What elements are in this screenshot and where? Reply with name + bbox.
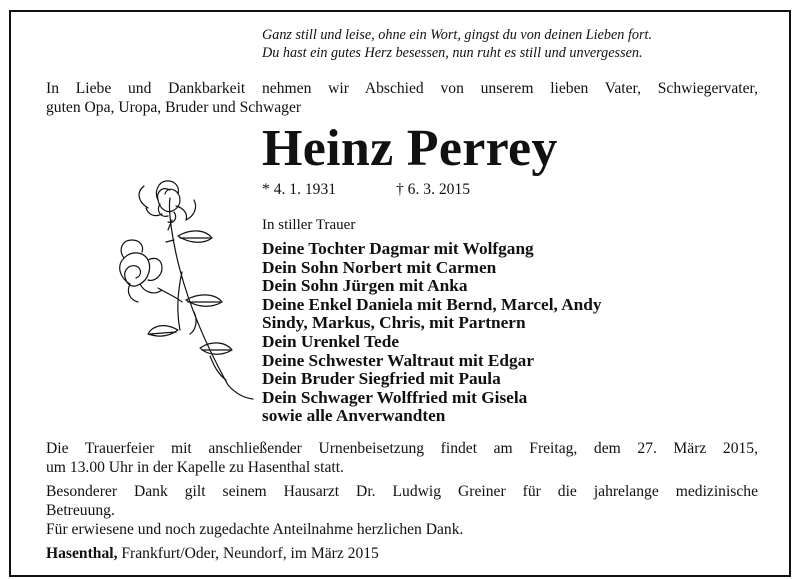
life-dates: [262, 180, 470, 200]
funeral-line-1: Die Trauerfeier mit anschließender Urnenbeisetzung findet am Freitag, dem 27. März 2015,: [46, 440, 758, 457]
mourner-entry: Dein Schwager Wolffried mit Gisela: [262, 387, 528, 407]
rose-icon: [108, 180, 258, 400]
funeral-line-2: um 13.00 Uhr in der Kapelle zu Hasenthal statt.: [46, 459, 344, 476]
mourner-entry: Deine Schwester Waltraut mit Edgar: [262, 350, 534, 370]
doctor-thanks: [46, 482, 758, 520]
place-main: Hasenthal,: [46, 545, 118, 562]
intro-line-2: guten Opa, Uropa, Bruder und Schwager: [46, 99, 302, 116]
place-and-date: [46, 544, 379, 563]
mourner-entry: Deine Enkel Daniela mit Bernd, Marcel, Andy: [262, 294, 602, 314]
intro-line-1: In Liebe und Dankbarkeit nehmen wir Abschied von unserem lieben Vater, Schwiegervater,: [46, 80, 758, 97]
doctor-thanks-line-1: Besonderer Dank gilt seinem Hausarzt Dr. Ludwig Greiner für die jahrelange medizinische: [46, 483, 758, 500]
mourner-entry: Dein Sohn Norbert mit Carmen: [262, 257, 497, 277]
mourner-entry: Dein Bruder Siegfried mit Paula: [262, 369, 501, 389]
motto-verse: [262, 26, 762, 62]
place-rest: Frankfurt/Oder, Neundorf, im März 2015: [117, 545, 379, 562]
mourner-entry: Sindy, Markus, Chris, mit Partnern: [262, 313, 526, 333]
mourners-list: [262, 240, 602, 426]
intro-text: [46, 79, 758, 117]
motto-line-2: Du hast ein gutes Herz besessen, nun ruht es still und unvergessen.: [262, 45, 643, 61]
mourner-entry: Dein Sohn Jürgen mit Anka: [262, 276, 468, 296]
motto-line-1: Ganz still und leise, ohne ein Wort, gingst du von deinen Lieben fort.: [262, 27, 652, 43]
mourner-entry: Dein Urenkel Tede: [262, 331, 399, 351]
doctor-thanks-line-2: Betreuung.: [46, 502, 115, 519]
birth-date: * 4. 1. 1931: [262, 181, 337, 198]
general-thanks: Für erwiesene und noch zugedachte Anteilnahme herzlichen Dank.: [46, 521, 464, 538]
death-date: † 6. 3. 2015: [395, 181, 471, 198]
funeral-info: [46, 439, 758, 477]
mourners-intro: In stiller Trauer: [262, 217, 356, 233]
mourner-entry: sowie alle Anverwandten: [262, 406, 446, 426]
deceased-name: Heinz Perrey: [262, 120, 558, 177]
mourner-entry: Deine Tochter Dagmar mit Wolfgang: [262, 239, 534, 258]
